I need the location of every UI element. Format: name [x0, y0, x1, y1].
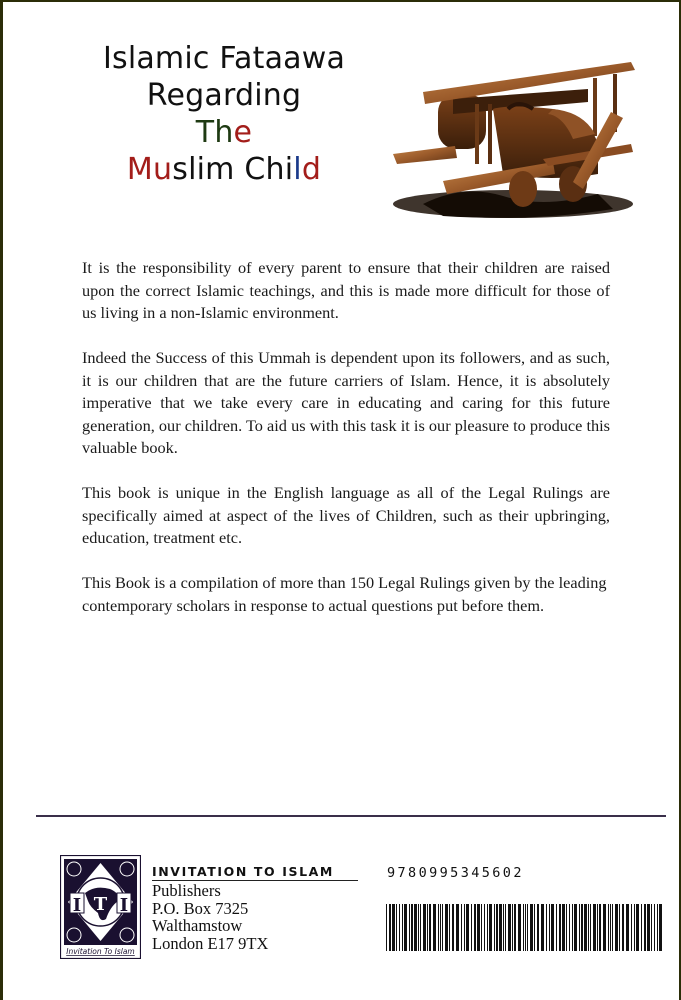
isbn-number: 9780995345602 — [387, 865, 524, 881]
barcode-bar — [644, 904, 646, 951]
barcode-bar — [634, 904, 635, 951]
paragraph-4: This Book is a compilation of more than 150 Legal Rulings given by the leading contemporary scholars in response to actual questions put before them. — [82, 573, 607, 615]
barcode-bar — [429, 904, 431, 951]
barcode-bar — [581, 904, 583, 951]
barcode-bar — [399, 904, 400, 951]
barcode-bar — [556, 904, 557, 951]
svg-text:I: I — [119, 895, 129, 916]
barcode-bar — [566, 904, 567, 951]
barcode-bar — [389, 904, 391, 951]
publisher-line: Walthamstow — [152, 916, 243, 935]
barcode-bar — [534, 904, 535, 951]
barcode-bar — [487, 904, 488, 951]
barcode-bar — [477, 904, 480, 951]
barcode-bar — [489, 904, 492, 951]
paragraph-2: Indeed the Success of this Ummah is dependent upon its followers, and as such, it is our children that are the future carriers of Islam. Hence, it is absolutely imperative that we take every care in educating and caring for this future generation, our children. To aid us with this task it is our pleasure to produce this valuable book. — [82, 348, 610, 457]
barcode-bar — [636, 904, 639, 951]
barcode — [386, 904, 662, 951]
svg-text:T: T — [93, 894, 108, 915]
publisher-line: Publishers — [152, 881, 221, 900]
barcode-bar — [427, 904, 428, 951]
barcode-bar — [418, 904, 419, 951]
barcode-bar — [411, 904, 413, 951]
barcode-bar — [414, 904, 417, 951]
barcode-bar — [464, 904, 465, 951]
barcode-bar — [505, 904, 506, 951]
publisher-address — [152, 882, 268, 952]
barcode-bar — [551, 904, 554, 951]
publisher-logo — [60, 855, 141, 959]
barcode-bar — [523, 904, 524, 951]
barcode-bar — [593, 904, 596, 951]
barcode-bar — [641, 904, 642, 951]
barcode-bar — [402, 904, 403, 951]
barcode-bar — [440, 904, 441, 951]
barcode-bar — [452, 904, 454, 951]
barcode-bar — [590, 904, 591, 951]
barcode-bar — [615, 904, 618, 951]
barcode-bar — [651, 904, 652, 951]
barcode-bar — [409, 904, 410, 951]
barcode-bar — [442, 904, 443, 951]
barcode-bar — [657, 904, 658, 951]
barcode-bar — [481, 904, 482, 951]
barcode-bar — [445, 904, 448, 951]
barcode-bar — [619, 904, 620, 951]
barcode-bar — [562, 904, 565, 951]
barcode-bar — [499, 904, 502, 951]
barcode-bar — [537, 904, 539, 951]
logo-caption: Invitation To Islam — [66, 947, 135, 956]
barcode-bar — [541, 904, 544, 951]
barcode-bar — [484, 904, 485, 951]
barcode-bar — [559, 904, 561, 951]
barcode-bar — [588, 904, 589, 951]
plane-tail-wing — [393, 146, 457, 164]
barcode-bar — [494, 904, 495, 951]
barcode-bar — [392, 904, 395, 951]
barcode-bar — [438, 904, 439, 951]
barcode-bar — [471, 904, 472, 951]
barcode-bar — [659, 904, 662, 951]
barcode-bar — [433, 904, 436, 951]
barcode-bar — [622, 904, 624, 951]
book-title — [95, 40, 353, 188]
description-text — [82, 257, 610, 640]
barcode-bar — [527, 904, 528, 951]
barcode-bar — [612, 904, 613, 951]
title-line-2: Regarding — [146, 78, 302, 113]
barcode-bar — [647, 904, 650, 951]
barcode-bar — [449, 904, 450, 951]
barcode-bar — [530, 904, 533, 951]
barcode-bar — [496, 904, 498, 951]
barcode-bar — [461, 904, 462, 951]
divider-line — [36, 815, 666, 817]
barcode-bar — [508, 904, 511, 951]
plane-wheel-left — [509, 171, 537, 207]
barcode-bar — [579, 904, 580, 951]
barcode-bar — [518, 904, 521, 951]
barcode-bar — [512, 904, 513, 951]
svg-text:I: I — [72, 895, 82, 916]
title-line-1: Islamic Fataawa — [102, 41, 346, 76]
barcode-bar — [546, 904, 547, 951]
barcode-bar — [466, 904, 469, 951]
paragraph-1: It is the responsibility of every parent to ensure that their children are raised upon the correct Islamic teachings, and this is made more difficult for those of us living in a non-Islamic environment. — [82, 258, 610, 322]
barcode-bar — [525, 904, 526, 951]
barcode-bar — [549, 904, 550, 951]
barcode-bar — [631, 904, 632, 951]
title-line-4: Muslim Child — [126, 152, 322, 187]
barcode-bar — [584, 904, 587, 951]
barcode-bar — [626, 904, 629, 951]
barcode-bar — [396, 904, 397, 951]
barcode-bar — [597, 904, 598, 951]
publisher-name: INVITATION TO ISLAM — [152, 864, 358, 881]
plane-bottom-wing — [443, 162, 555, 194]
barcode-bar — [404, 904, 407, 951]
barcode-bar — [603, 904, 606, 951]
paragraph-3: This book is unique in the English language as all of the Legal Rulings are specifically aimed at aspect of the lives of Children, such as their upbringing, education, treatment etc. — [82, 483, 610, 547]
publisher-line: P.O. Box 7325 — [152, 898, 249, 918]
barcode-bar — [423, 904, 426, 951]
publisher-line: London E17 9TX — [152, 933, 269, 953]
barcode-bar — [456, 904, 459, 951]
barcode-bar — [514, 904, 516, 951]
barcode-bar — [420, 904, 421, 951]
barcode-bar — [386, 904, 387, 951]
barcode-bar — [654, 904, 655, 951]
barcode-bar — [572, 904, 573, 951]
barcode-bar — [610, 904, 611, 951]
barcode-bar — [574, 904, 577, 951]
barcode-bar — [608, 904, 609, 951]
title-line-3: The — [195, 115, 253, 150]
barcode-bar — [599, 904, 601, 951]
barcode-bar — [569, 904, 570, 951]
barcode-bar — [503, 904, 504, 951]
wooden-biplane-image — [383, 54, 643, 224]
barcode-bar — [474, 904, 476, 951]
